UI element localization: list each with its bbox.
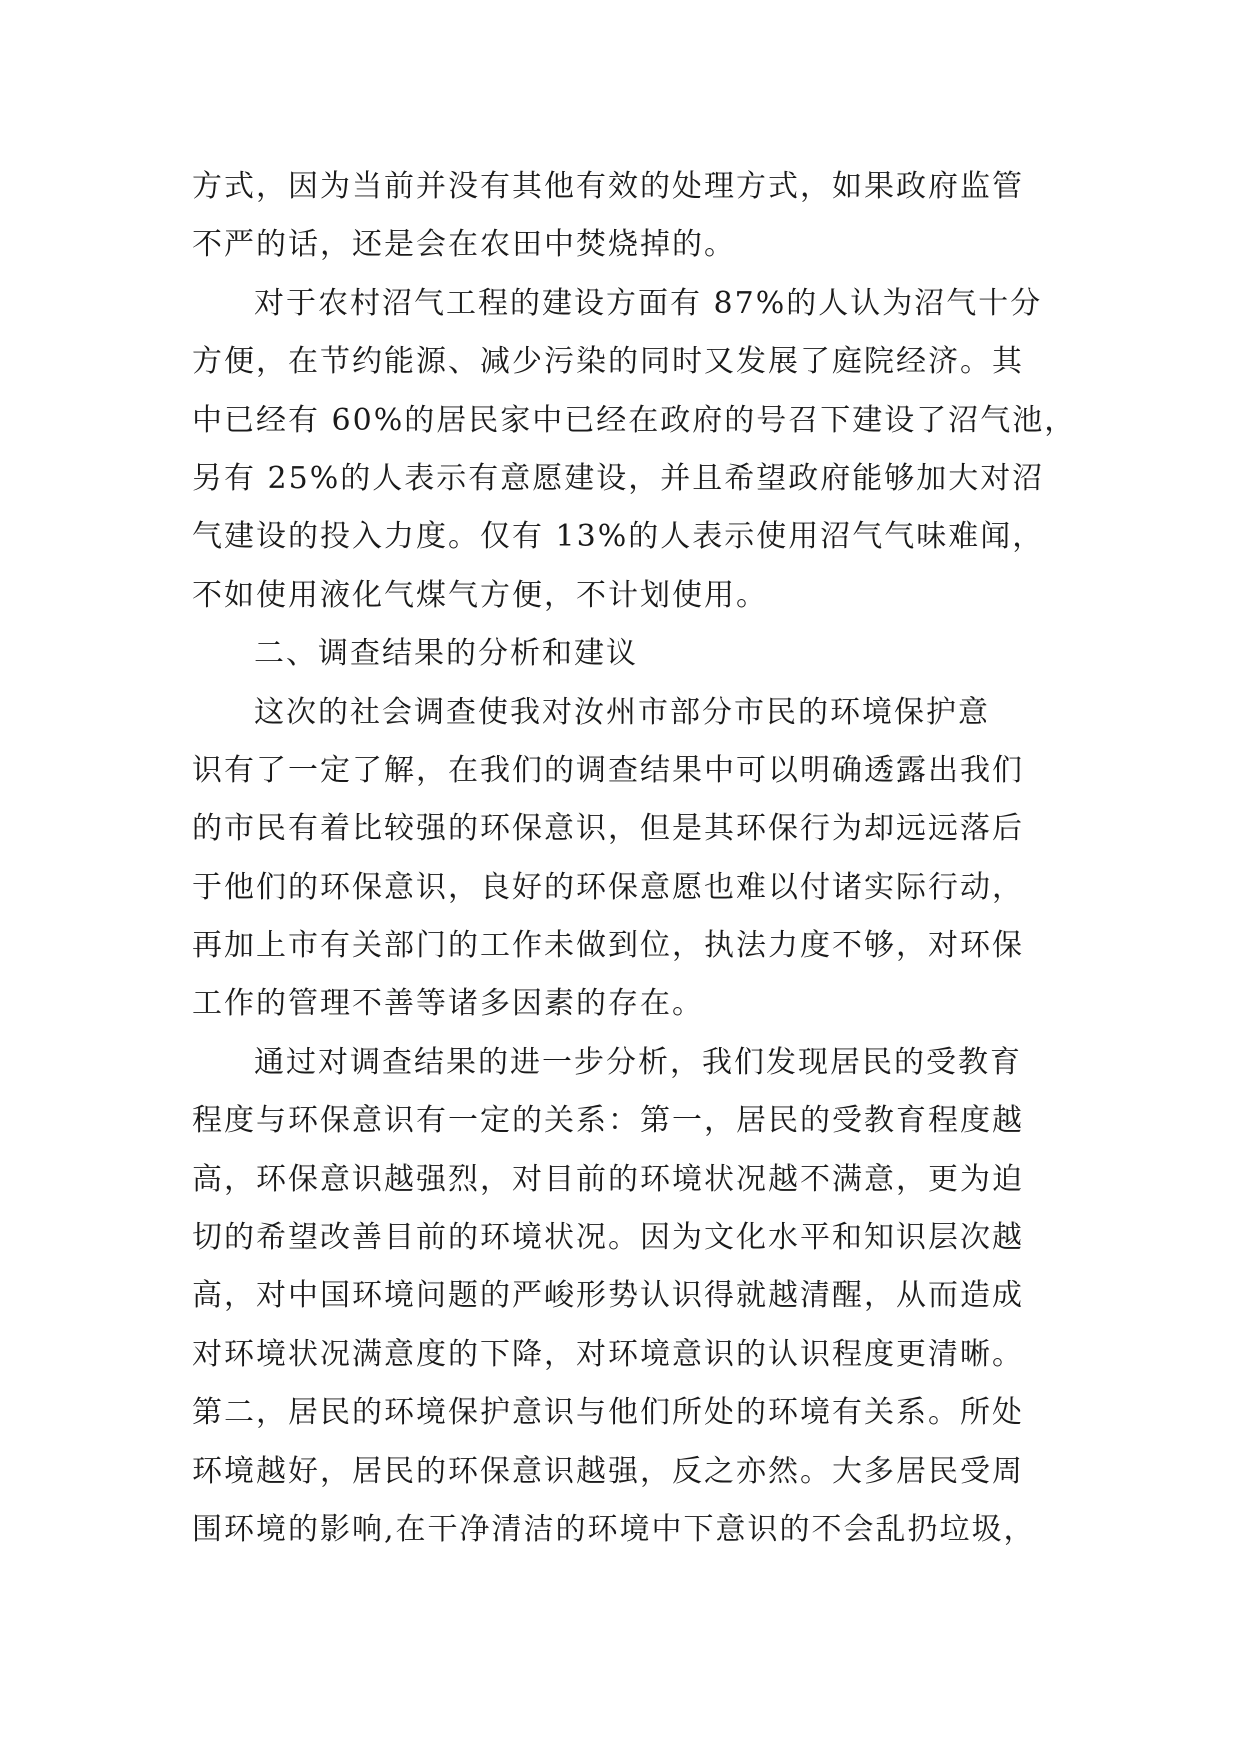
text-line: 于他们的环保意识，良好的环保意愿也难以付诸实际行动， [192,869,1024,905]
text-line: 不严的话，还是会在农田中焚烧掉的。 [192,227,736,263]
text-line: 环境越好，居民的环保意识越强，反之亦然。大多居民受周 [192,1453,1024,1489]
paragraph-start-line: 这次的社会调查使我对汝州市部分市民的环境保护意 [254,694,990,730]
text-line: 不如使用液化气煤气方便，不计划使用。 [192,577,768,613]
text-line: 程度与环保意识有一定的关系：第一，居民的受教育程度越 [192,1103,1024,1139]
text-line: 方式，因为当前并没有其他有效的处理方式，如果政府监管 [192,169,1024,204]
text-line: 第二，居民的环境保护意识与他们所处的环境有关系。所处 [192,1395,1024,1431]
paragraph-start-line: 对于农村沼气工程的建设方面有 87%的人认为沼气十分 [254,285,1043,321]
section-heading: 二、调查结果的分析和建议 [254,636,638,672]
text-line: 切的希望改善目前的环境状况。因为文化水平和知识层次越 [192,1220,1024,1256]
text-line: 的市民有着比较强的环保意识，但是其环保行为却远远落后 [192,811,1024,847]
text-line: 围环境的影响,在干净清洁的环境中下意识的不会乱扔垃圾， [192,1511,1036,1547]
text-line: 气建设的投入力度。仅有 13%的人表示使用沼气气味难闻， [192,519,1045,555]
text-line: 工作的管理不善等诸多因素的存在。 [192,986,704,1022]
text-line: 另有 25%的人表示有意愿建设，并且希望政府能够加大对沼 [192,460,1045,496]
paragraph-start-line: 通过对调查结果的进一步分析，我们发现居民的受教育 [254,1044,1022,1080]
text-line: 再加上市有关部门的工作未做到位，执法力度不够，对环保 [192,928,1024,964]
text-line: 高，环保意识越强烈，对目前的环境状况越不满意，更为迫 [192,1161,1024,1197]
body-text [192,158,1077,1559]
text-line: 识有了一定了解，在我们的调查结果中可以明确透露出我们 [192,752,1024,788]
text-line: 中已经有 60%的居民家中已经在政府的号召下建设了沼气池， [192,402,1077,438]
text-line: 对环境状况满意度的下降，对环境意识的认识程度更清晰。 [192,1336,1024,1372]
text-line: 高，对中国环境问题的严峻形势认识得就越清醒，从而造成 [192,1278,1024,1314]
text-line: 方便，在节约能源、减少污染的同时又发展了庭院经济。其 [192,344,1024,380]
